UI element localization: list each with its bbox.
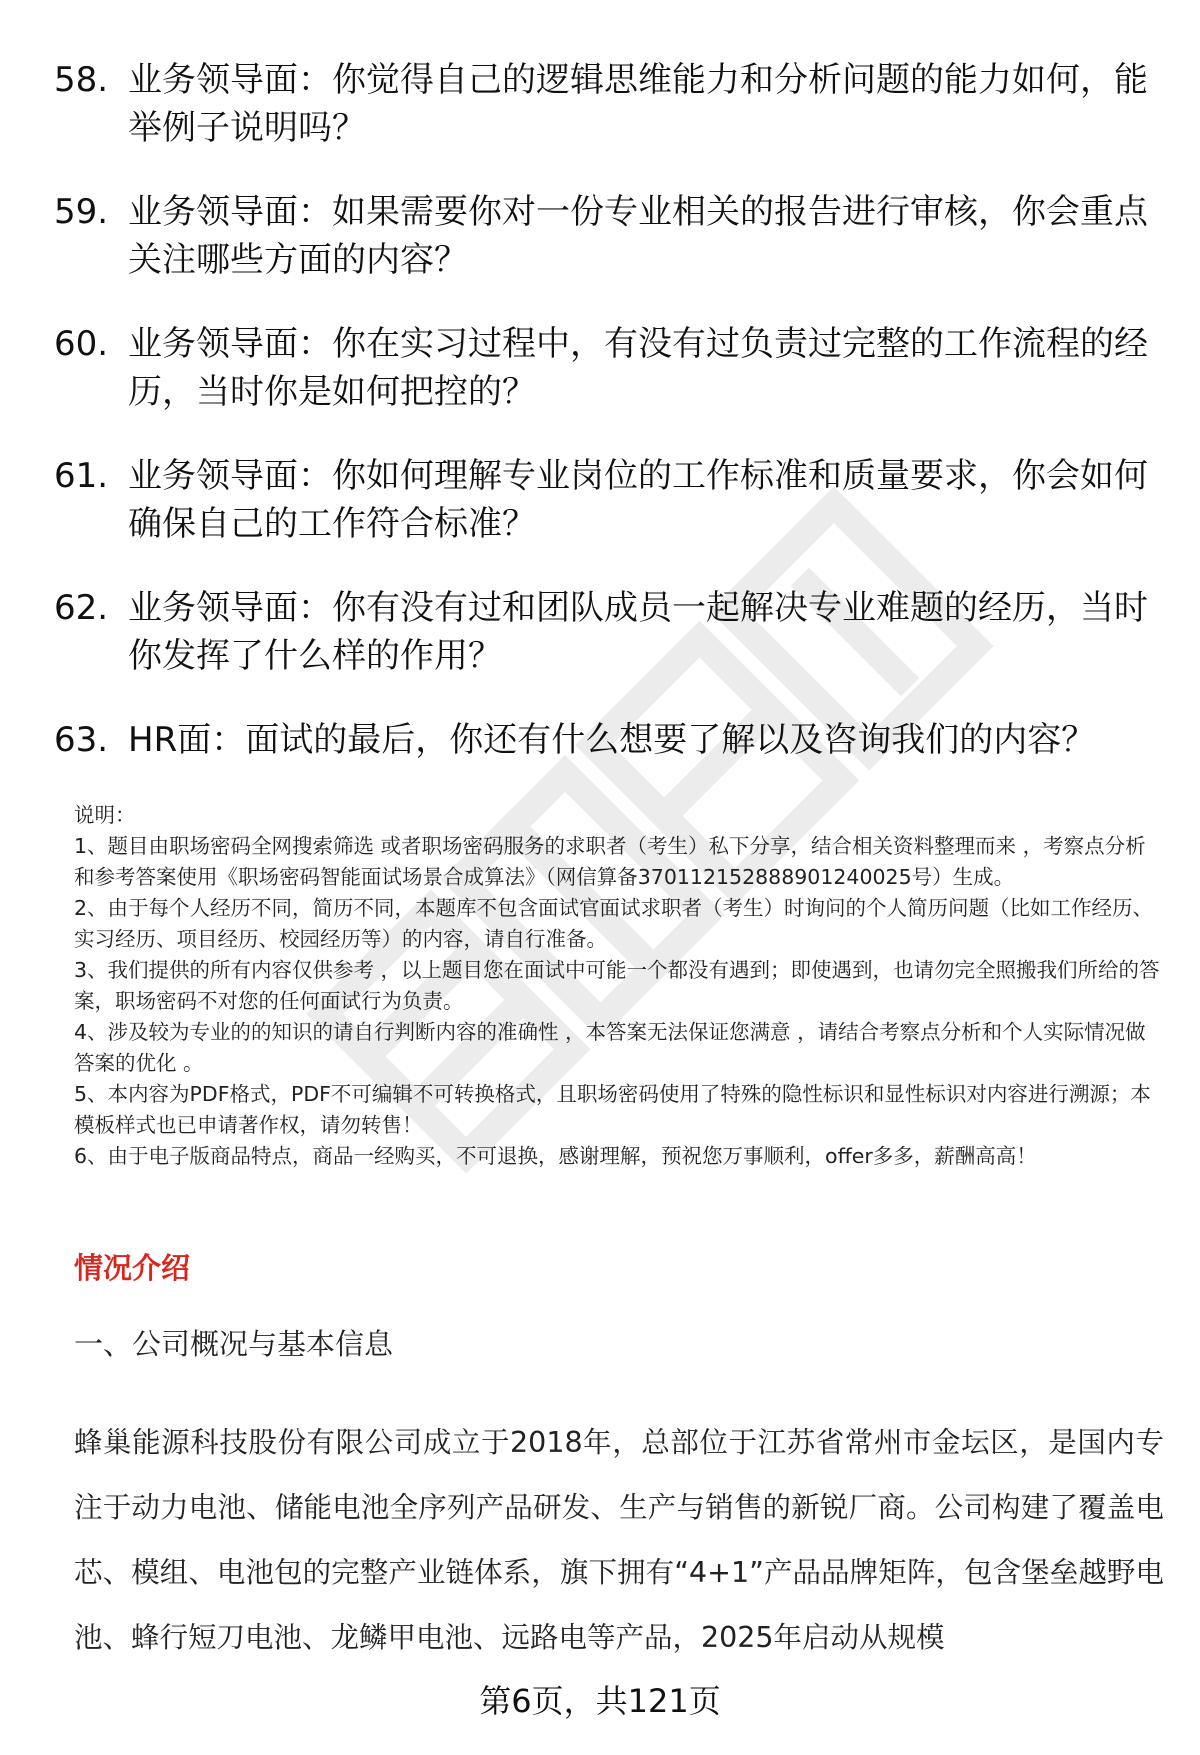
page-number: 第6页，共121页 <box>479 1682 721 1720</box>
notes-block <box>74 800 1164 1172</box>
question-number: 58. <box>54 60 109 100</box>
question-text: 业务领导面：你如何理解专业岗位的工作标准和质量要求，你会如何确保自己的工作符合标准？ <box>128 456 1148 544</box>
question-text: 业务领导面：你有没有过和团队成员一起解决专业难题的经历，当时你发挥了什么样的作用？ <box>128 588 1148 676</box>
section-subheading: 一、公司概况与基本信息 <box>74 1327 394 1361</box>
question-number: 63. <box>54 720 109 760</box>
notes-title: 说明： <box>74 803 136 827</box>
question-list <box>54 56 1164 800</box>
question-text: HR面：面试的最后，你还有什么想要了解以及咨询我们的内容？ <box>128 720 1096 760</box>
note-item: 1、题目由职场密码全网搜索筛选 或者职场密码服务的求职者（考生）私下分享，结合相关资料整理而来 ，考察点分析和参考答案使用《职场密码智能面试场景合成算法》（网信算备370112152888901240025号）生成。 <box>74 834 1146 889</box>
section-heading: 情况介绍 <box>74 1251 191 1285</box>
question-item <box>54 56 1164 152</box>
question-text: 业务领导面：你觉得自己的逻辑思维能力和分析问题的能力如何，能举例子说明吗？ <box>128 60 1148 148</box>
question-item <box>54 716 1164 764</box>
note-item: 5、本内容为PDF格式，PDF不可编辑不可转换格式，且职场密码使用了特殊的隐性标识和显性标识对内容进行溯源；本模板样式也已申请著作权，请勿转售！ <box>74 1082 1151 1137</box>
question-item <box>54 452 1164 548</box>
question-item <box>54 320 1164 416</box>
question-number: 59. <box>54 192 109 232</box>
question-item <box>54 188 1164 284</box>
question-text: 业务领导面：你在实习过程中，有没有过负责过完整的工作流程的经历，当时你是如何把控的？ <box>128 324 1148 412</box>
note-item: 2、由于每个人经历不同，简历不同，本题库不包含面试官面试求职者（考生）时询问的个人简历问题（比如工作经历、实习经历、项目经历、校园经历等）的内容，请自行准备。 <box>74 896 1154 951</box>
question-item <box>54 584 1164 680</box>
question-number: 61. <box>54 456 109 496</box>
question-text: 业务领导面：如果需要你对一份专业相关的报告进行审核，你会重点关注哪些方面的内容？ <box>128 192 1148 280</box>
note-item: 3、我们提供的所有内容仅供参考 ，以上题目您在面试中可能一个都没有遇到；即使遇到，也请勿完全照搬我们所给的答案，职场密码不对您的任何面试行为负责。 <box>74 958 1160 1013</box>
question-number: 60. <box>54 324 109 364</box>
company-paragraph: 蜂巢能源科技股份有限公司成立于2018年，总部位于江苏省常州市金坛区，是国内专注于动力电池、储能电池全序列产品研发、生产与销售的新锐厂商。公司构建了覆盖电芯、模组、电池包的完整产业链体系，旗下拥有“4+1”产品品牌矩阵，包含堡垒越野电池、蜂行短刀电池、龙鳞甲电池、远路电等产品，2025年启动从规模 <box>74 1426 1164 1654</box>
note-item: 4、涉及较为专业的的知识的请自行判断内容的准确性 ，本答案无法保证您满意 ，请结合考察点分析和个人实际情况做答案的优化 。 <box>74 1020 1146 1075</box>
note-item: 6、由于电子版商品特点，商品一经购买，不可退换，感谢理解，预祝您万事顺利，offer多多，薪酬高高！ <box>74 1144 1037 1168</box>
question-number: 62. <box>54 588 109 628</box>
